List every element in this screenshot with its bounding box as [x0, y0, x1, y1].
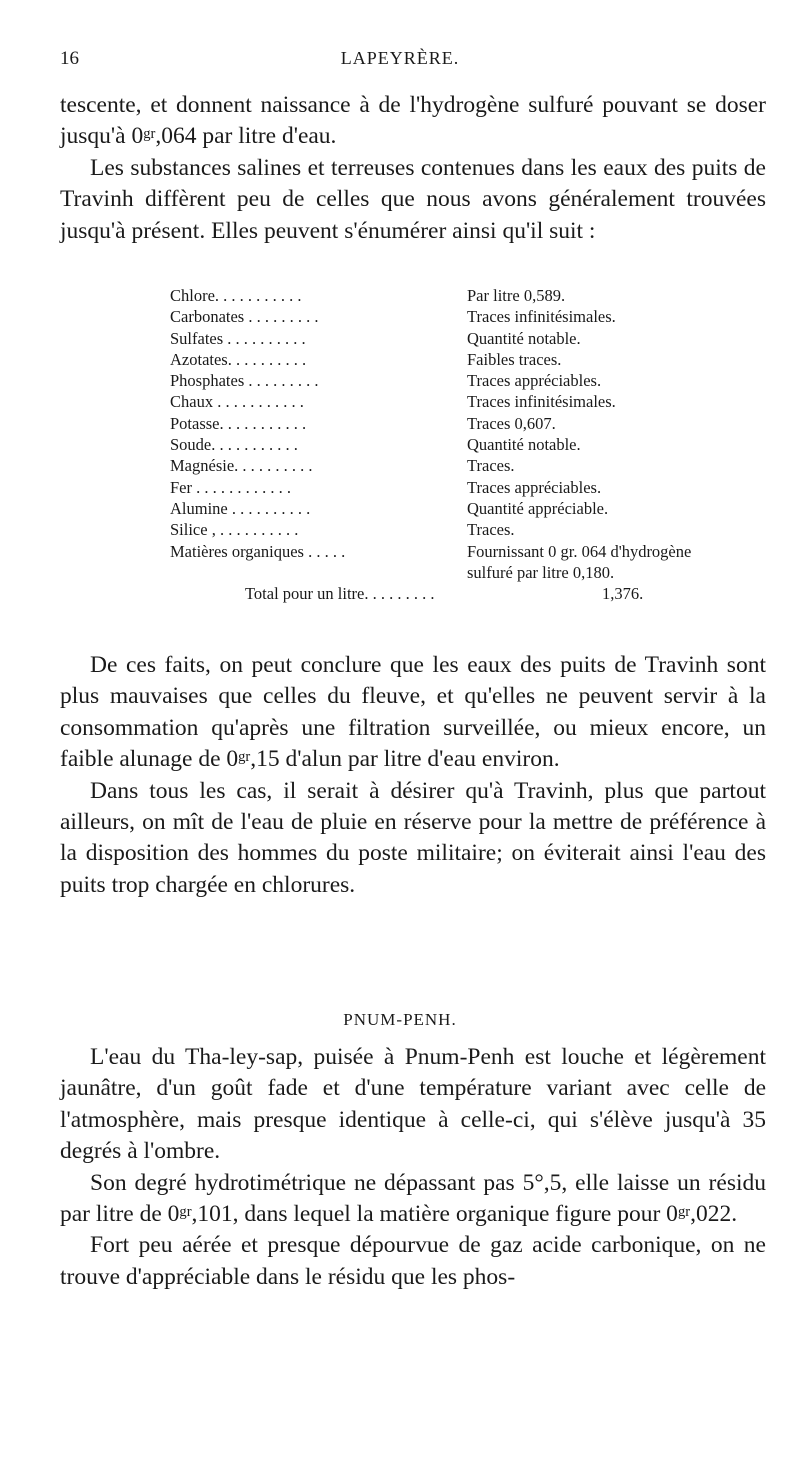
substance-value: Quantité notable.: [467, 435, 581, 455]
substance-value: Par litre 0,589.: [467, 286, 566, 305]
table-row: [170, 520, 770, 541]
page-number: 16: [60, 48, 79, 69]
pnum-penh-text: [60, 1042, 766, 1293]
table-row: [170, 329, 770, 350]
table-cell-continuation: sulfuré par litre 0,180.: [467, 562, 615, 582]
table-row: [170, 307, 770, 328]
analysis-table: [170, 286, 770, 605]
table-row: [170, 478, 770, 499]
substance-value: Quantité appréciable.: [467, 498, 609, 518]
table-row: [170, 456, 770, 477]
table-row: [170, 371, 770, 392]
page-header: [60, 48, 740, 74]
substance-value: Traces appréciables.: [467, 477, 602, 497]
substance-name: Chlore. . . . . . . . . . .: [170, 286, 302, 305]
substance-value: Faibles traces.: [467, 349, 562, 369]
running-head: LAPEYRÈRE.: [340, 48, 460, 68]
paragraph-tha-ley-sap: L'eau du Tha-ley-sap, puisée à Pnum-Penh est louche et légèrement jaunâtre, d'un goût fade et d'une température variant avec celle de l'atmosphère, mais presque identique à celle-ci, qui s'élève jusqu'à 35 degrés à l'ombre.: [60, 1044, 766, 1165]
paragraph-continuation: tescente, et donnent naissance à de l'hydrogène sulfuré pouvant se doser jusqu'à $0^{gr},064$ par litre d'eau.: [60, 92, 766, 150]
substance-value: Traces appréciables.: [467, 371, 602, 391]
substance-name: Chaux . . . . . . . . . . .: [170, 392, 304, 412]
paragraph-substances: Les substances salines et terreuses contenues dans les eaux des puits de Travinh diffèrent peu de celles que nous avons généralement trouvées jusqu'à présent. Elles peuvent s'énumérer ainsi qu'il suit :: [60, 154, 766, 244]
substance-name: Phosphates . . . . . . . . .: [170, 371, 319, 391]
paragraph-recommendation: Dans tous les cas, il serait à désirer qu'à Travinh, plus que partout ailleurs, on mît de l'eau de pluie en réserve pour la mettre de préférence à la disposition des hommes du poste militaire; on éviterait ainsi l'eau des puits trop chargée en chlorures.: [60, 777, 766, 898]
substance-name: Potasse. . . . . . . . . . .: [170, 413, 307, 433]
table-row: [170, 542, 770, 563]
table-row: [170, 435, 770, 456]
table-row-total: [170, 584, 770, 605]
substance-value: Traces.: [467, 520, 515, 540]
substance-value: Fournissant 0 gr. 064 d'hydrogène: [467, 541, 692, 561]
table-row: [170, 499, 770, 520]
substance-name: Alumine . . . . . . . . . .: [170, 498, 311, 518]
substance-value: Traces.: [467, 456, 515, 476]
section-heading: PNUM-PENH.: [343, 1010, 457, 1029]
intro-text: [60, 90, 766, 247]
substance-name: Silice , . . . . . . . . . .: [170, 520, 299, 540]
table-row: [170, 392, 770, 413]
substance-name: Soude. . . . . . . . . . .: [170, 435, 298, 455]
paragraph-residue: Fort peu aérée et presque dépourvue de gaz acide carbonique, on ne trouve d'appréciable dans le résidu que les phos-: [60, 1232, 766, 1290]
substance-value: Quantité notable.: [467, 328, 581, 348]
table-row-continuation: [170, 563, 770, 584]
conclusion-text: [60, 650, 766, 901]
total-value: 1,376.: [602, 584, 644, 604]
table-row: [170, 286, 770, 307]
substance-name: Azotates. . . . . . . . . .: [170, 349, 307, 369]
substance-name: Carbonates . . . . . . . . .: [170, 307, 319, 327]
substance-value: Traces infinitésimales.: [467, 392, 616, 412]
table-row: [170, 414, 770, 435]
substance-value: Traces 0,607.: [467, 413, 556, 433]
substance-value: Traces infinitésimales.: [467, 307, 616, 327]
paragraph-hydrotimetric: Son degré hydrotimétrique ne dépassant pas 5°,5, elle laisse un résidu par litre de $0^{gr},101$, dans lequel la matière organique figure pour $0^{gr},022$.: [60, 1169, 766, 1228]
table-row: [170, 350, 770, 371]
total-label: Total pour un litre. . . . . . . . .: [245, 584, 435, 604]
substance-name: Sulfates . . . . . . . . . .: [170, 328, 306, 348]
substance-name: Magnésie. . . . . . . . . .: [170, 456, 313, 476]
substance-name: Matières organiques . . . . .: [170, 541, 346, 561]
substance-name: Fer . . . . . . . . . . . .: [170, 477, 291, 497]
paragraph-conclusion: De ces faits, on peut conclure que les eaux des puits de Travinh sont plus mauvaises que celles du fleuve, et qu'elles ne peuvent servir à la consommation qu'après une filtration surveillée, ou mieux encore, un faible alunage de $0^{gr},15$ d'alun par litre d'eau environ.: [60, 652, 766, 773]
